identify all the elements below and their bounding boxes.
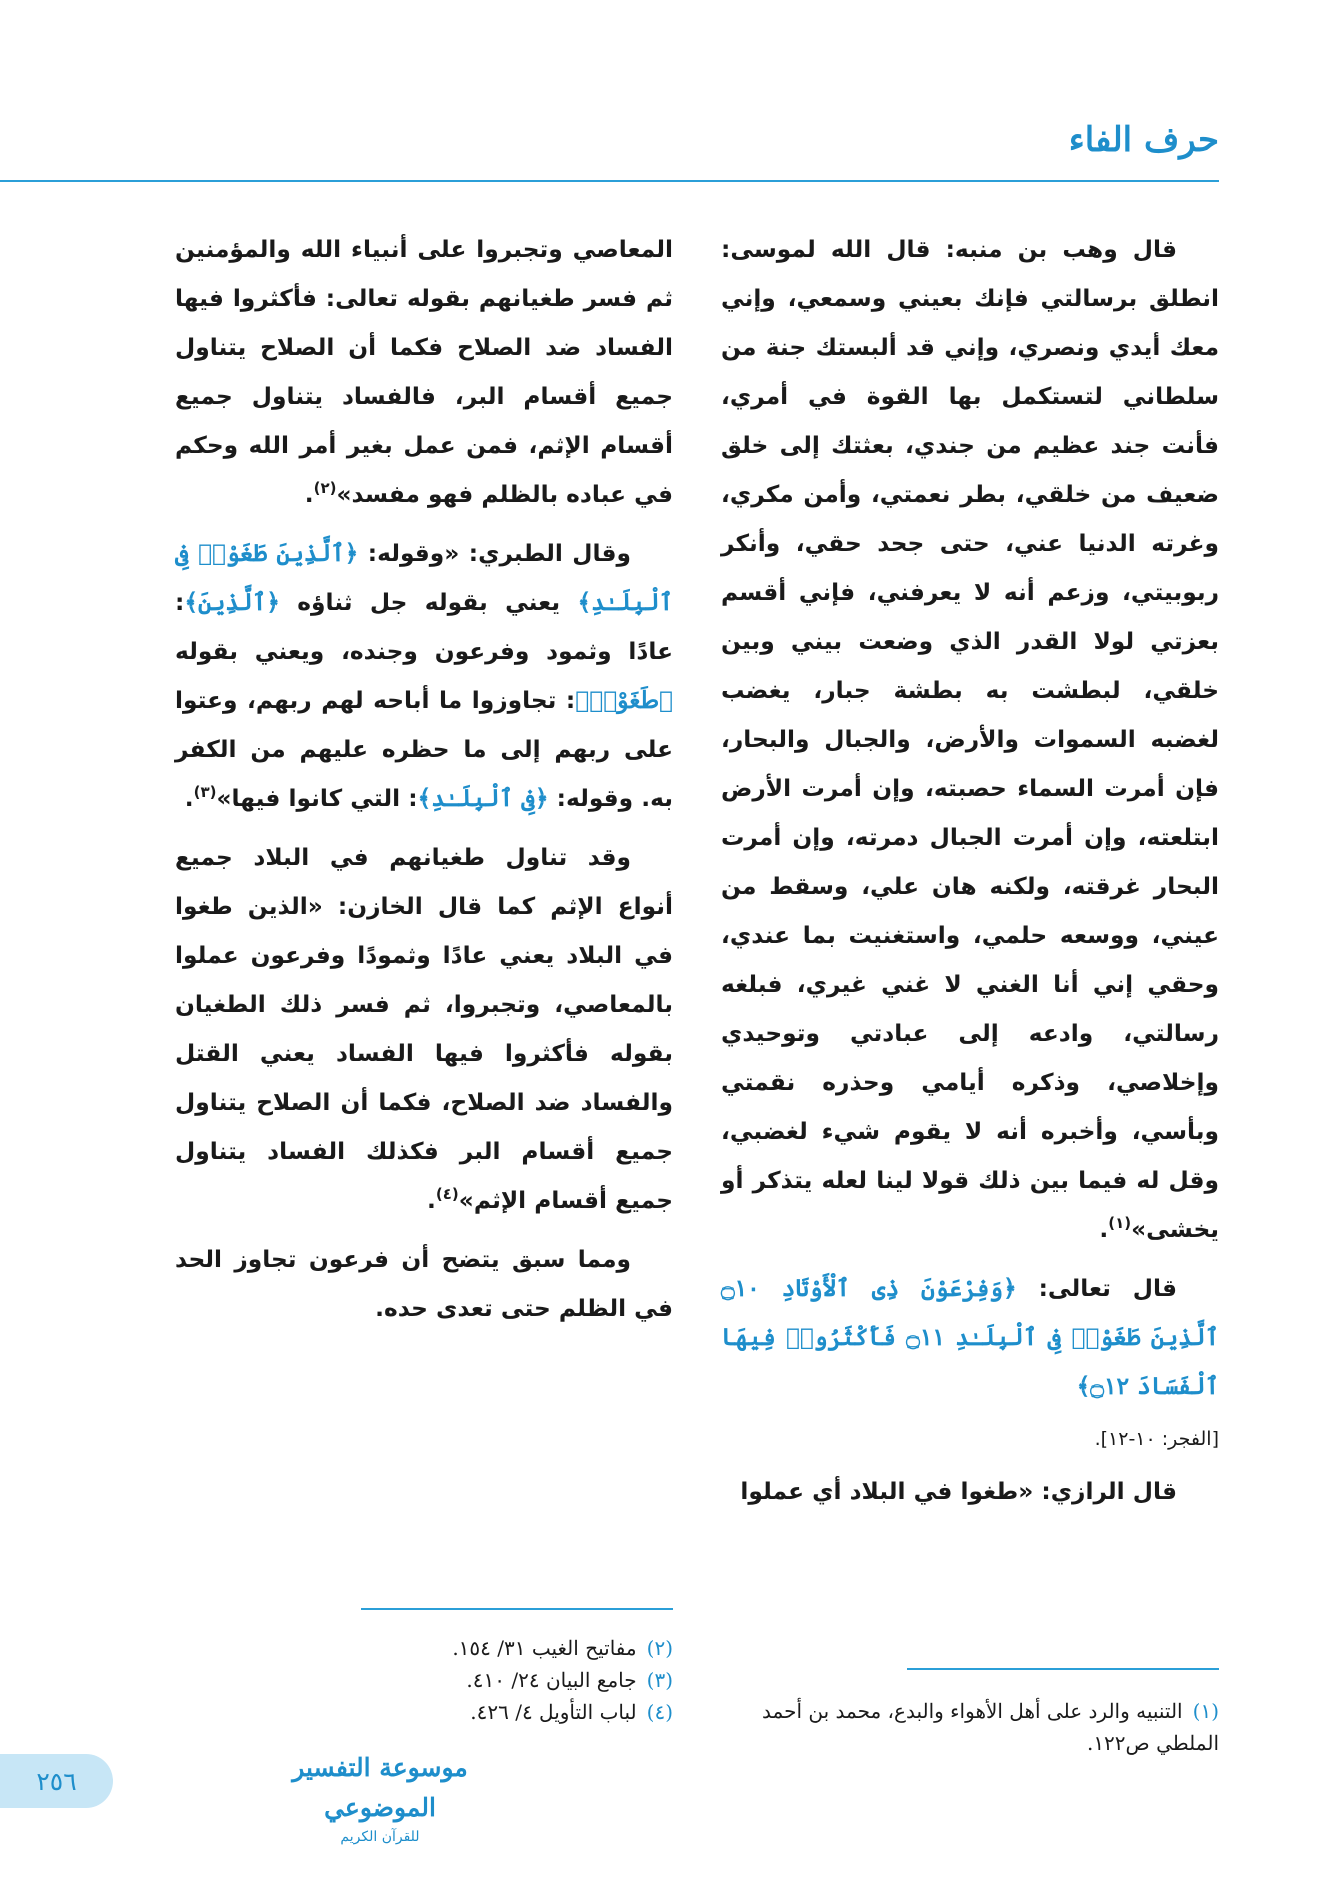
footnote-ref-2[interactable]: (٢)	[313, 479, 337, 498]
footnote-item: (٢)مفاتيح الغيب ٣١/ ١٥٤.	[452, 1636, 673, 1660]
paragraph-ayah: قال تعالى: ﴿وَفِرْعَوْنَ ذِى ٱلْأَوْتَادِ ۝١٠ ٱلَّذِينَ طَغَوْا۟ فِى ٱلْبِلَـٰدِ ۝١١ فَأَكْثَرُوا۟ فِيهَا ٱلْفَسَادَ ۝١٢﴾	[721, 1275, 1219, 1400]
footnote-ref-4[interactable]: (٤)	[435, 1185, 459, 1204]
paragraph-tabari: وقال الطبري: «وقوله: ﴿ٱلَّذِينَ طَغَوْا۟ فِى ٱلْبِلَـٰدِ﴾ يعني بقوله جل ثناؤه ﴿ٱلَّذِينَ﴾: عادًا وثمود وفرعون وجنده، ويعني بقوله ﴿طَغَوْا۟﴾: تجاوزوا ما أباحه لهم ربهم، وعتوا على ربهم إلى ما حظره عليهم من الكفر به. وقوله: ﴿فِى ٱلْبِلَـٰدِ﴾: التي كانوا فيها»$^{(٣)}$.	[175, 540, 673, 812]
paragraph-razi-cont: المعاصي وتجبروا على أنبياء الله والمؤمنين ثم فسر طغيانهم بقوله تعالى: فأكثروا فيها الفساد ضد الصلاح فكما أن الصلاح يتناول جميع أقسام البر، فالفساد يتناول جميع أقسام الإثم، فمن عمل بغير أمر الله وحكم في عباده بالظلم فهو مفسد»$^{(٢)}$.	[175, 236, 673, 508]
footnote-item: (١)التنبيه والرد على أهل الأهواء والبدع، محمد بن أحمد الملطي ص١٢٢.	[762, 1699, 1219, 1755]
footnote-ref-1[interactable]: (١)	[1108, 1214, 1132, 1233]
ayah-reference: [الفجر: ١٠-١٢].	[1094, 1428, 1219, 1450]
quran-quote: ﴿ٱلَّذِينَ﴾	[184, 589, 280, 616]
paragraph-khazin: وقد تناول طغيانهم في البلاد جميع أنواع الإثم كما قال الخازن: «الذين طغوا في البلاد يعني عادًا وثمودًا وفرعون عملوا بالمعاصي، وتجبروا، ثم فسر ذلك الطغيان بقوله فأكثروا فيها الفساد يعني القتل والفساد ضد الصلاح، فكما أن الصلاح يتناول جميع أقسام البر فكذلك الفساد يتناول جميع أقسام الإثم»$^{(٤)}$.	[175, 844, 673, 1214]
footnote-item: (٣)جامع البيان ٢٤/ ٤١٠.	[466, 1668, 673, 1692]
footnote-ref-3[interactable]: (٣)	[193, 783, 217, 802]
series-logo: موسوعة التفسير الموضوعي للقرآن الكريم	[292, 1753, 468, 1845]
footnotes-left	[173, 1632, 673, 1728]
page-number: ٢٥٦	[0, 1754, 113, 1808]
quran-ayah: ﴿وَفِرْعَوْنَ ذِى ٱلْأَوْتَادِ ۝١٠ ٱلَّذِينَ طَغَوْا۟ فِى ٱلْبِلَـٰدِ ۝١١ فَأَكْثَرُوا۟ فِيهَا ٱلْفَسَادَ ۝١٢﴾	[721, 1275, 1219, 1400]
paragraph-razi: قال الرازي: «طغوا في البلاد أي عملوا	[740, 1478, 1177, 1505]
footnotes-right	[719, 1695, 1219, 1759]
header-divider	[0, 180, 1219, 182]
quran-quote: ﴿طَغَوْا۟﴾	[575, 687, 673, 714]
quran-quote: ﴿ٱلَّذِينَ طَغَوْا۟ فِى ٱلْبِلَـٰدِ﴾	[175, 540, 673, 616]
paragraph-wahb: قال وهب بن منبه: قال الله لموسى: انطلق برسالتي فإنك بعيني وسمعي، وإني معك أيدي ونصري، وإني قد ألبستك جنة من سلطاني لتستكمل بها القوة في أمري، فأنت جند عظيم من جندي، بعثتك إلى خلق ضعيف من خلقي، بطر نعمتي، وأمن مكري، وغرته الدنيا عني، حتى جحد حقي، وأنكر ربوبيتي، وزعم أنه لا يعرفني، فإني أقسم بعزتي لولا القدر الذي وضعت بيني وبين خلقي، لبطشت به بطشة جبار، يغضب لغضبه السموات والأرض، والجبال والبحار، فإن أمرت السماء حصبته، وإن أمرت الأرض ابتلعته، وإن أمرت الجبال دمرته، وإن أمرت البحار غرقته، ولكنه هان علي، وسقط من عيني، ووسعه حلمي، واستغنيت بما عندي، وحقي إني أنا الغني لا غني غيري، فبلغه رسالتي، وادعه إلى عبادتي وتوحيدي وإخلاصي، وذكره أيامي وحذره نقمتي وبأسي، وأخبره أنه لا يقوم شيء لغضبي، وقل له فيما بين ذلك قولا لينا لعله يتذكر أو يخشى»$^{(١)}$.	[721, 236, 1219, 1243]
left-column	[175, 225, 673, 1333]
footnote-divider-left	[361, 1608, 673, 1610]
paragraph-conclusion: ومما سبق يتضح أن فرعون تجاوز الحد في الظلم حتى تعدى حده.	[175, 1246, 673, 1322]
footnote-item: (٤)لباب التأويل ٤/ ٤٢٦.	[470, 1700, 673, 1724]
quran-quote: ﴿فِى ٱلْبِلَـٰدِ﴾	[417, 785, 549, 812]
page-title: حرف الفاء	[1068, 120, 1219, 160]
right-column	[721, 225, 1219, 1516]
footnote-divider-right	[907, 1668, 1219, 1670]
